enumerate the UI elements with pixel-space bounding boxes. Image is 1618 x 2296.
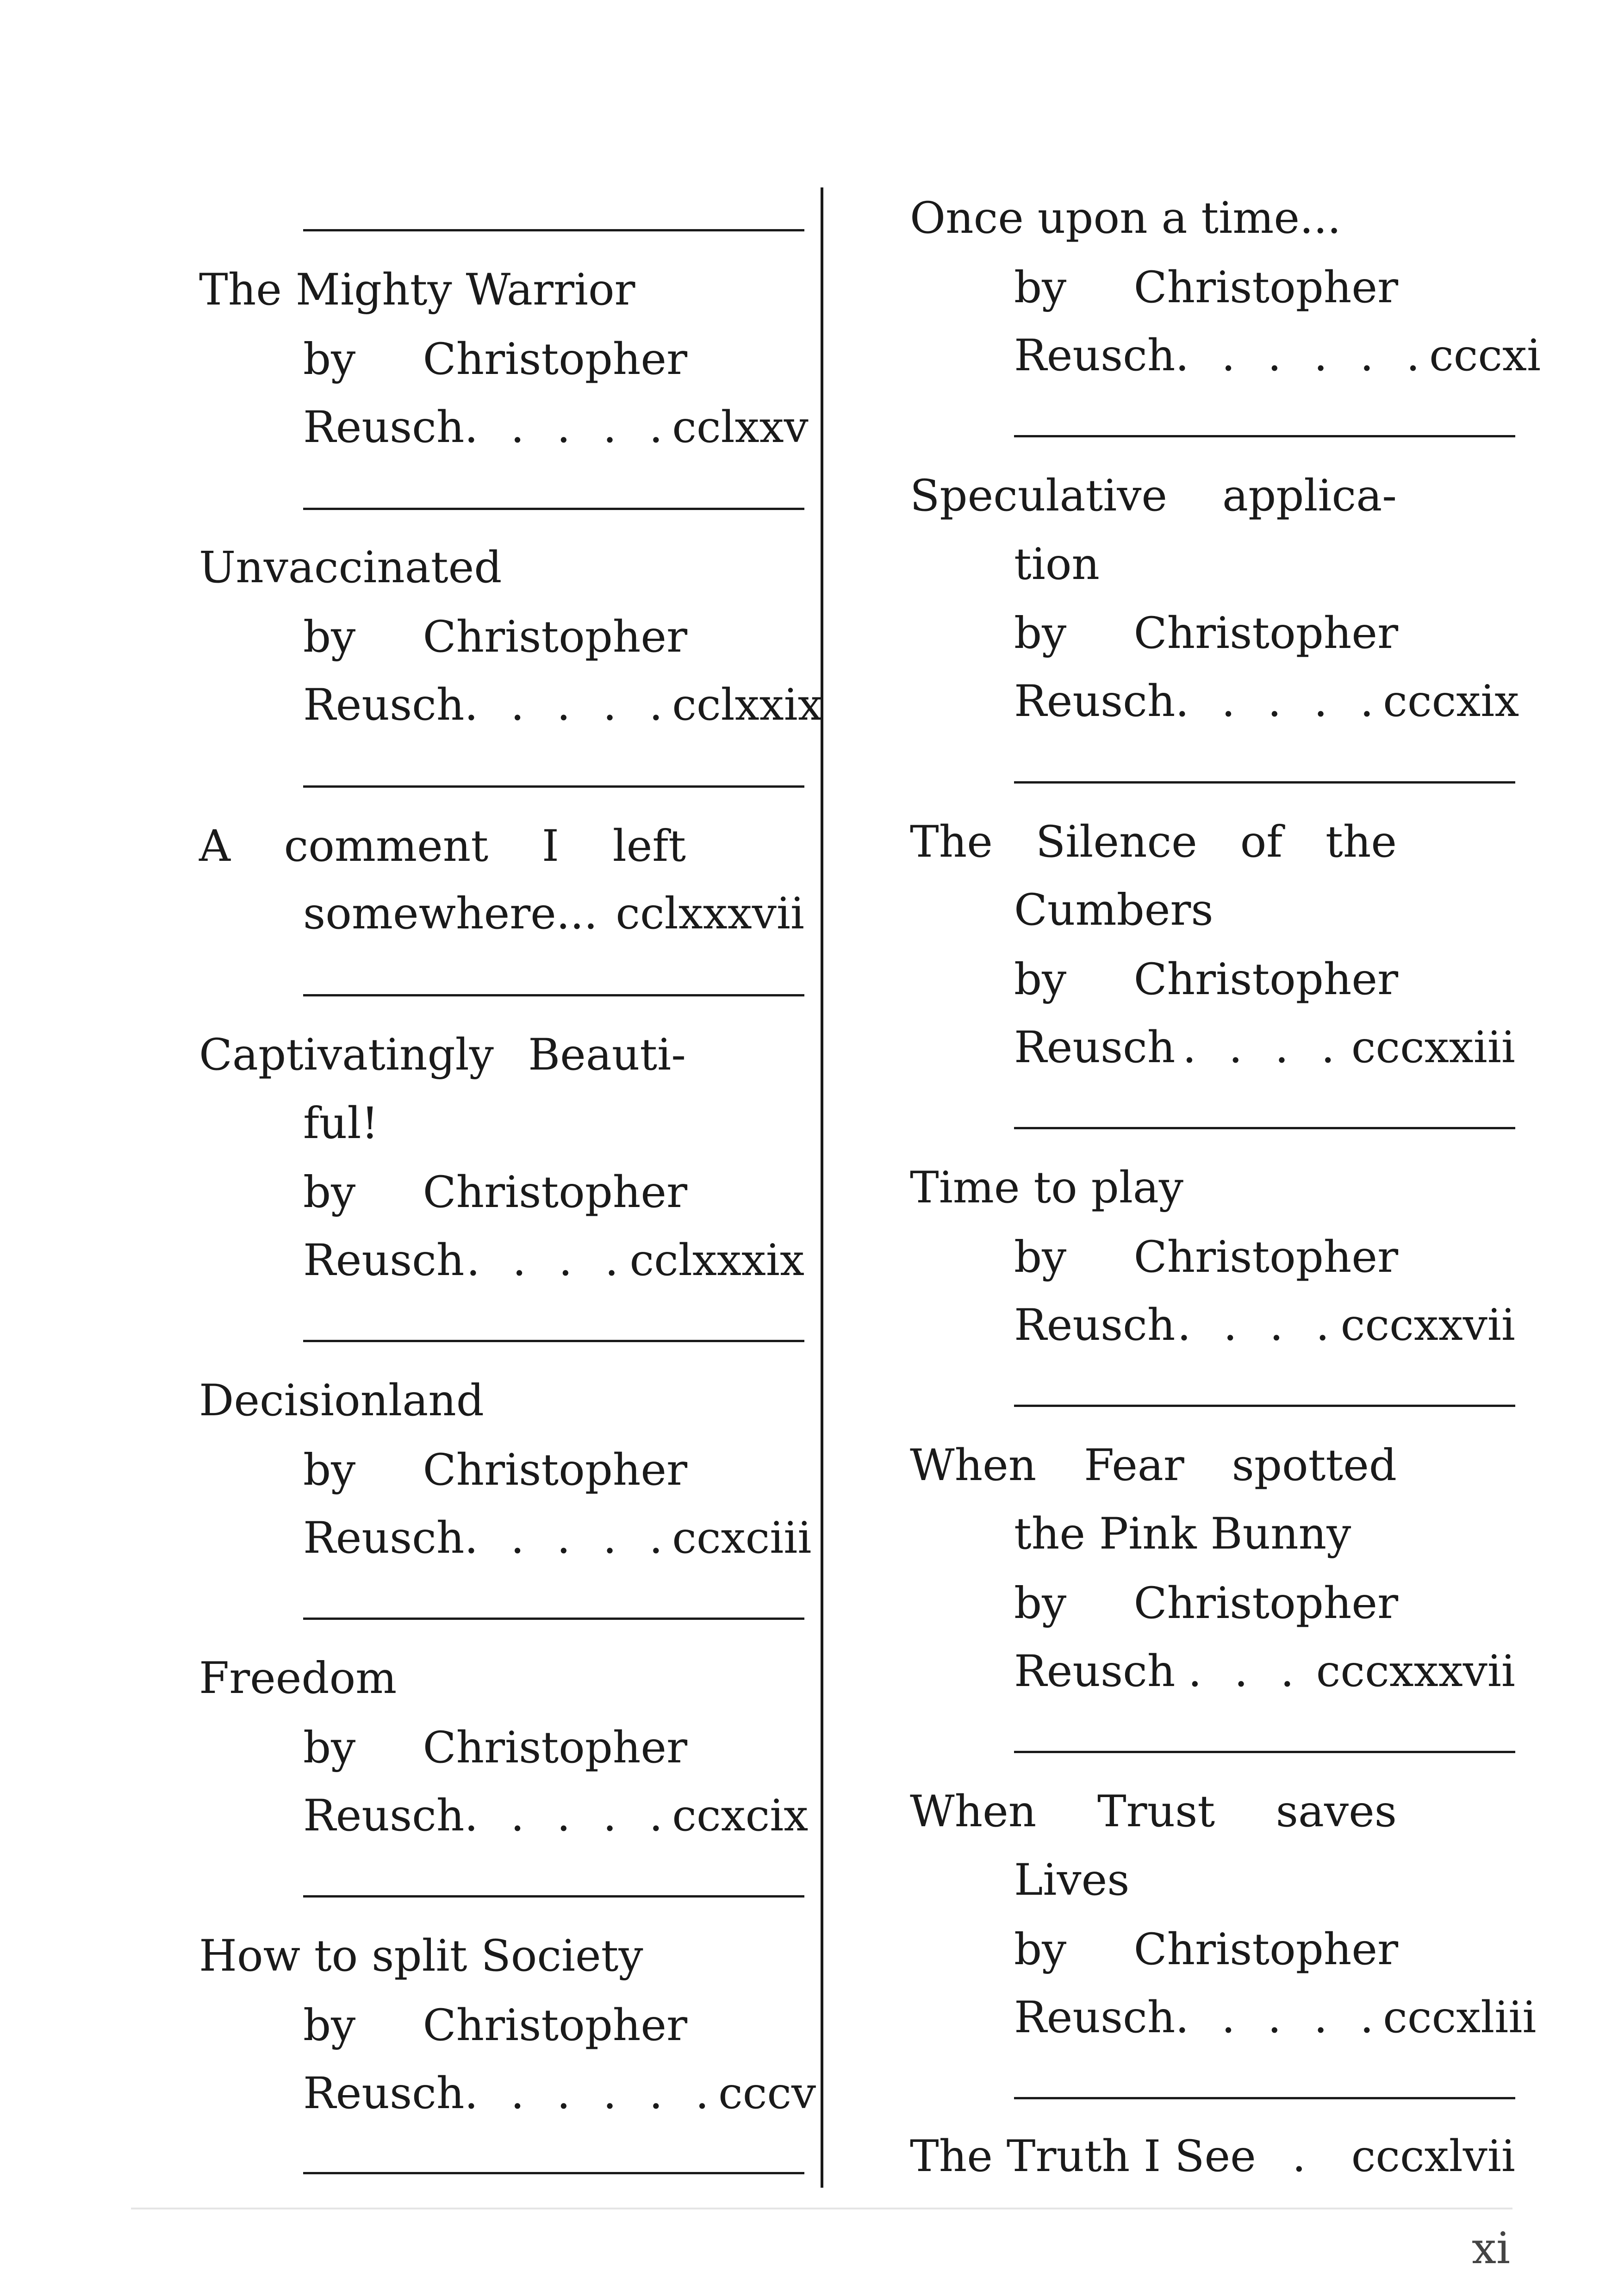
dot-leader: . . .	[1188, 1646, 1304, 1697]
column-divider	[821, 187, 823, 2188]
page-number: cccv	[718, 2068, 816, 2119]
toc-entry-title[interactable]: Decisionland	[199, 1375, 484, 1426]
dot-leader: . . . .	[1182, 1022, 1344, 1073]
toc-entry-byline: by Christopher	[1014, 608, 1398, 659]
page-number: cccxxvii	[1340, 1300, 1515, 1350]
toc-entry-title[interactable]: Speculative applica-	[910, 471, 1397, 521]
toc-entry-pageline[interactable]: Reusch . . . . . ccxcix	[303, 1791, 809, 1841]
toc-entry-pageline[interactable]: Reusch . . . . . cclxxv	[303, 402, 809, 453]
toc-entry-pageline[interactable]	[910, 2131, 1515, 2182]
toc-entry-title[interactable]: Unvaccinated	[199, 542, 502, 593]
toc-entry-pageline[interactable]: Reusch . . . cccxxxvii	[1014, 1646, 1515, 1697]
toc-entry-title: The Truth I See	[910, 2131, 1256, 2182]
toc-entry-title[interactable]: The Mighty Warrior	[199, 265, 635, 315]
toc-entry-pageline[interactable]: Reusch . . . . . cccxliii	[1014, 1992, 1537, 2043]
dot-leader: . . . . . .	[1175, 330, 1430, 381]
entry-separator	[1014, 781, 1515, 784]
entry-separator	[1014, 435, 1515, 437]
page-number-footer: xi	[1472, 2223, 1511, 2274]
entry-separator	[303, 1340, 804, 1342]
toc-entry-title-continued: Cumbers	[1014, 885, 1214, 935]
toc-entry-pageline[interactable]: Reusch . . . . . cccxix	[1014, 676, 1519, 727]
page-number: cclxxxvii	[616, 889, 804, 939]
dot-leader: . . . . . .	[464, 2068, 719, 2119]
entry-separator	[1014, 1405, 1515, 1407]
footer-rule	[131, 2208, 1512, 2209]
entry-separator	[303, 994, 804, 996]
dot-leader: .	[1292, 2131, 1315, 2182]
entry-separator	[1014, 1751, 1515, 1753]
toc-entry-pageline[interactable]: Reusch . . . . . . cccv	[303, 2068, 816, 2119]
toc-entry-byline: by Christopher	[1014, 1232, 1398, 1282]
toc-entry-byline: by Christopher	[1014, 262, 1398, 313]
toc-entry-byline: by Christopher	[303, 334, 687, 385]
toc-entry-byline: by Christopher	[303, 612, 687, 662]
dot-leader: . . . . .	[464, 1513, 672, 1563]
toc-entry-byline: by Christopher	[303, 1167, 687, 1218]
entry-separator	[1014, 2097, 1515, 2099]
page-number: cclxxv	[672, 402, 809, 453]
toc-entry-title-continued: ful!	[303, 1098, 379, 1149]
page-number: ccxcix	[672, 1791, 809, 1841]
toc-entry-title[interactable]: How to split Society	[199, 1931, 643, 1981]
toc-entry-title[interactable]: Freedom	[199, 1653, 397, 1704]
toc-entry-pageline[interactable]: Reusch . . . . . cclxxix	[303, 680, 822, 730]
page-number: cclxxxix	[629, 1235, 804, 1286]
entry-separator	[303, 1618, 804, 1620]
entry-separator	[303, 229, 804, 231]
toc-entry-pageline[interactable]: Reusch . . . . . ccxciii	[303, 1513, 812, 1563]
toc-entry-pageline[interactable]: Reusch . . . . cccxxiii	[1014, 1022, 1515, 1073]
toc-entry-pageline[interactable]: somewhere... cclxxxvii	[303, 889, 804, 939]
page-number: cccxlvii	[1351, 2131, 1515, 2182]
dot-leader: . . . . .	[1175, 1992, 1383, 2043]
page-number: cclxxix	[672, 680, 822, 730]
toc-entry-title[interactable]: The Silence of the	[910, 817, 1397, 867]
toc-entry-title[interactable]: A comment I left	[199, 821, 686, 871]
entry-separator	[303, 508, 804, 510]
entry-separator	[303, 785, 804, 788]
toc-entry-title-continued: tion	[1014, 539, 1100, 590]
page-number: cccxxiii	[1351, 1022, 1515, 1073]
toc-entry-byline: by Christopher	[1014, 1578, 1398, 1629]
page-number: cccxi	[1429, 330, 1541, 381]
toc-entry-title[interactable]: When Fear spotted	[910, 1440, 1397, 1491]
toc-entry-pageline[interactable]: Reusch . . . . cccxxvii	[1014, 1300, 1515, 1350]
toc-entry-byline: by Christopher	[1014, 954, 1398, 1005]
toc-entry-pageline[interactable]: Reusch . . . . . . cccxi	[1014, 330, 1541, 381]
dot-leader: . . . . .	[464, 680, 672, 730]
page-number: cccxliii	[1383, 1992, 1537, 2043]
page-number: cccxxxvii	[1316, 1646, 1515, 1697]
toc-entry-title[interactable]: Captivatingly Beauti-	[199, 1030, 686, 1080]
dot-leader: . . . .	[1177, 1300, 1339, 1350]
toc-entry-title-continued: the Pink Bunny	[1014, 1509, 1351, 1559]
toc-entry-title[interactable]: Once upon a time...	[910, 193, 1341, 243]
entry-separator	[1014, 1127, 1515, 1129]
toc-entry-title-continued: Lives	[1014, 1855, 1130, 1905]
page-number: cccxix	[1383, 676, 1519, 727]
toc-entry-pageline[interactable]: Reusch . . . . cclxxxix	[303, 1235, 804, 1286]
toc-entry-byline: by Christopher	[303, 1723, 687, 1773]
entry-separator	[303, 2172, 804, 2174]
toc-entry-title[interactable]: Time to play	[910, 1163, 1184, 1213]
entry-separator	[303, 1895, 804, 1898]
toc-entry-byline: by Christopher	[303, 2000, 687, 2051]
page-number: ccxciii	[672, 1513, 812, 1563]
dot-leader: . . . . .	[464, 1791, 672, 1841]
toc-entry-title[interactable]: When Trust saves	[910, 1786, 1397, 1837]
toc-entry-byline: by Christopher	[303, 1445, 687, 1495]
toc-entry-byline: by Christopher	[1014, 1924, 1398, 1975]
dot-leader: . . . . .	[464, 402, 672, 453]
dot-leader: . . . . .	[1175, 676, 1383, 727]
dot-leader: . . . .	[466, 1235, 628, 1286]
